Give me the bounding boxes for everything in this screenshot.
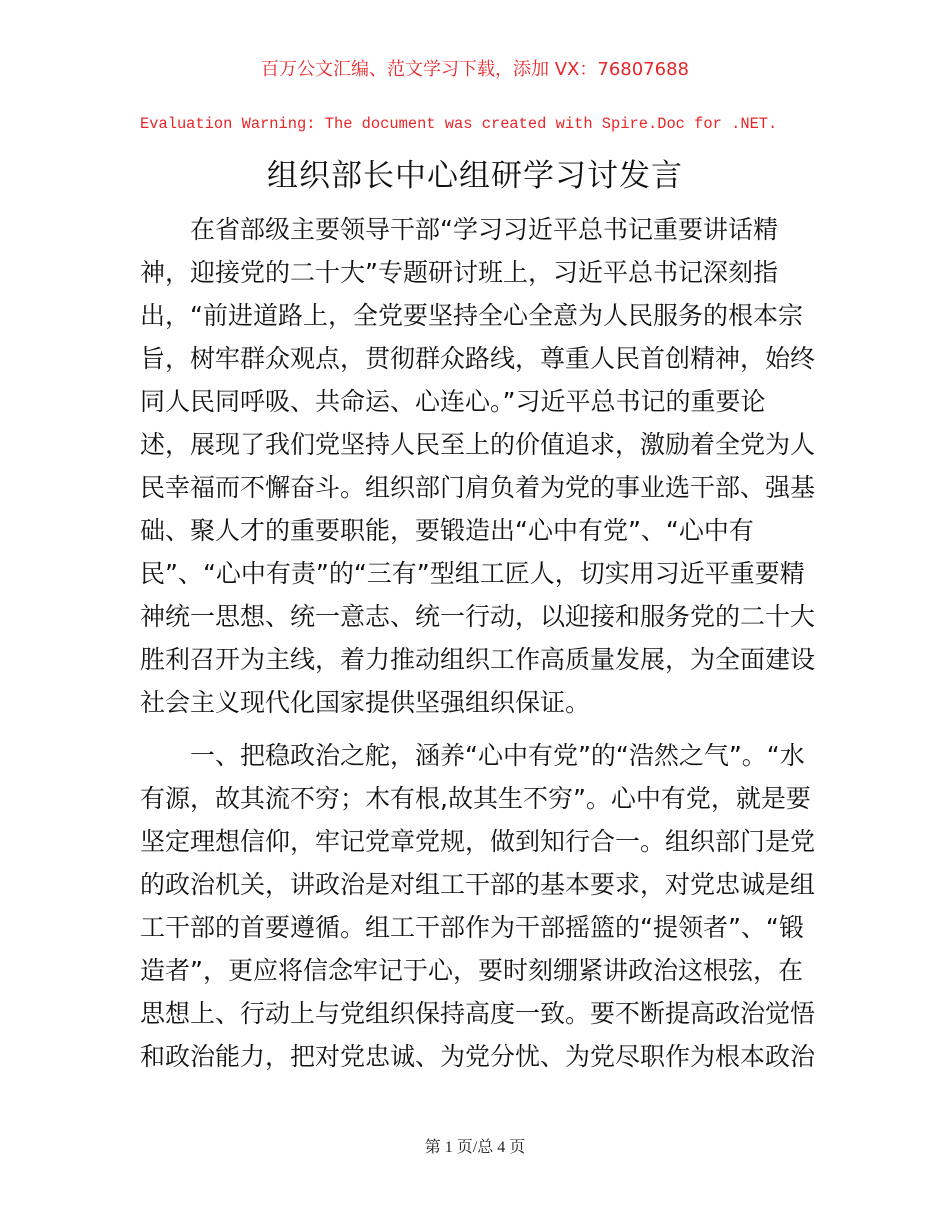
text-line: 民幸福而不懈奋斗。组织部门肩负着为党的事业选干部、强基 bbox=[140, 473, 816, 502]
text-line: 思想上、行动上与党组织保持高度一致。要不断提高政治觉悟 bbox=[140, 999, 816, 1028]
text-line: 和政治能力，把对党忠诚、为党分忧、为党尽职作为根本政治 bbox=[140, 1042, 816, 1071]
text-line: 一、把稳政治之舵，涵养“心中有党”的“浩然之气”。“水 bbox=[190, 741, 805, 770]
text-line: 神，迎接党的二十大”专题研讨班上，习近平总书记深刻指 bbox=[140, 258, 778, 287]
text-line: 民”、“心中有责”的“三有”型组工匠人，切实用习近平重要精 bbox=[140, 559, 805, 588]
text-line: 的政治机关，讲政治是对组工干部的基本要求，对党忠诚是组 bbox=[140, 870, 816, 899]
text-line: 神统一思想、统一意志、统一行动，以迎接和服务党的二十大 bbox=[140, 602, 816, 631]
header-banner: 百万公文汇编、范文学习下载，添加 VX：76807688 bbox=[261, 59, 689, 80]
text-line: 造者”，更应将信念牢记于心，要时刻绷紧讲政治这根弦，在 bbox=[140, 956, 803, 985]
document-body bbox=[140, 208, 816, 1078]
text-line: 社会主义现代化国家提供坚强组织保证。 bbox=[140, 688, 591, 717]
text-line: 出，“前进道路上，全党要坚持全心全意为人民服务的根本宗 bbox=[140, 301, 803, 330]
text-line: 坚定理想信仰，牢记党章党规，做到知行合一。组织部门是党 bbox=[140, 827, 816, 856]
text-line: 在省部级主要领导干部“学习习近平总书记重要讲话精 bbox=[190, 215, 778, 244]
text-line: 述，展现了我们党坚持人民至上的价值追求，激励着全党为人 bbox=[140, 430, 816, 459]
paragraph-section-one bbox=[140, 734, 816, 1078]
text-line: 胜利召开为主线，着力推动组织工作高质量发展，为全面建设 bbox=[140, 645, 816, 674]
text-line: 旨，树牢群众观点，贯彻群众路线，尊重人民首创精神，始终 bbox=[140, 344, 816, 373]
paragraph-intro bbox=[140, 208, 816, 724]
document-title: 组织部长中心组研学习讨发言 bbox=[267, 158, 683, 194]
text-line: 有源，故其流不穷；木有根,故其生不穷”。心中有党，就是要 bbox=[140, 784, 811, 813]
page-indicator: 第 1 页/总 4 页 bbox=[424, 1139, 526, 1156]
text-line: 同人民同呼吸、共命运、心连心。”习近平总书记的重要论 bbox=[140, 387, 766, 416]
text-line: 工干部的首要遵循。组工干部作为干部摇篮的“提领者”、“锻 bbox=[140, 913, 804, 942]
text-line: 础、聚人才的重要职能，要锻造出“心中有党”、“心中有 bbox=[140, 516, 754, 545]
evaluation-warning: Evaluation Warning: The document was created with Spire.Doc for .NET. bbox=[140, 115, 778, 133]
